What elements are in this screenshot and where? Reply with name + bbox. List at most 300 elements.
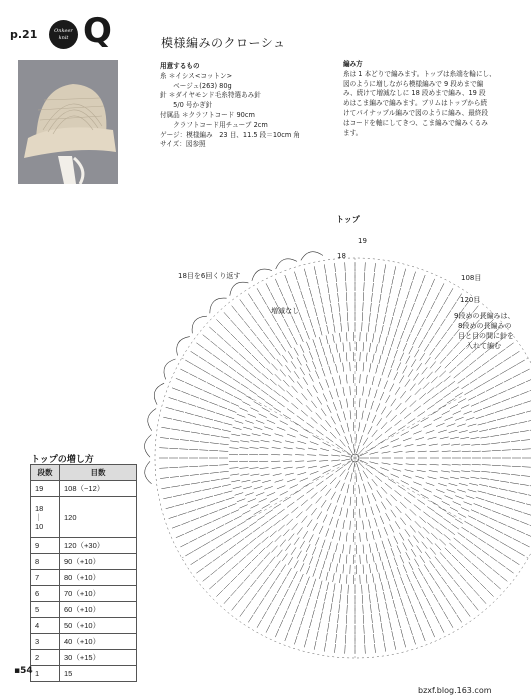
- stitch-mark: [461, 508, 469, 512]
- stitch-mark: [303, 586, 306, 594]
- stitch-mark: [247, 360, 254, 366]
- stitch-mark: [262, 480, 271, 482]
- stitch-mark: [262, 504, 270, 508]
- stitch-mark: [331, 304, 332, 313]
- stitch-mark: [404, 586, 407, 594]
- stitch-mark: [481, 471, 490, 472]
- stitch-mark: [216, 368, 224, 373]
- stitch-mark: [453, 411, 461, 415]
- stitch-mark: [403, 269, 405, 278]
- stitch-mark: [401, 577, 404, 585]
- stitch-mark: [316, 481, 323, 486]
- stitch-mark: [498, 562, 505, 567]
- stitch-mark: [282, 355, 287, 362]
- stitch-mark: [313, 329, 316, 338]
- stitch-mark: [272, 364, 278, 371]
- stitch-mark: [250, 448, 259, 449]
- stitch-mark: [272, 314, 277, 322]
- stitch-mark: [424, 577, 429, 585]
- stitch-mark: [340, 574, 341, 583]
- stitch-mark: [252, 355, 258, 361]
- stitch-mark: [339, 376, 341, 385]
- stitch-mark: [513, 374, 521, 378]
- stitch-mark: [327, 503, 331, 511]
- stitch-mark: [480, 514, 488, 518]
- stitch-mark: [441, 471, 450, 472]
- stitch-mark: [275, 348, 280, 355]
- stitch-mark: [405, 379, 410, 386]
- stitch-mark: [312, 547, 316, 555]
- stitch-mark: [283, 611, 287, 619]
- materials-line: 針 ＊ダイヤモンド毛糸特選あみ針: [160, 91, 261, 100]
- stitch-mark: [271, 616, 275, 624]
- stitch-mark: [300, 563, 304, 571]
- stitch-mark: [193, 491, 202, 493]
- stitch-mark: [195, 499, 204, 501]
- stitch-mark: [371, 507, 374, 516]
- stitch-mark: [337, 414, 340, 422]
- instructions-line: ます。: [343, 128, 363, 137]
- stitch-mark: [346, 615, 347, 624]
- stitch-mark: [427, 372, 433, 379]
- stitch-mark: [443, 518, 450, 523]
- stitch-mark: [264, 552, 270, 559]
- stitch-mark: [224, 491, 233, 493]
- stitch-mark: [217, 576, 224, 582]
- stitch-mark: [336, 467, 343, 472]
- stitch-mark: [445, 548, 451, 554]
- stitch-mark: [512, 466, 521, 467]
- stitch-mark: [321, 612, 323, 621]
- stitch-mark: [199, 357, 207, 362]
- stitch-mark: [347, 605, 348, 614]
- stitch-mark: [462, 464, 471, 465]
- stitch-mark: [331, 416, 336, 424]
- stitch-mark: [417, 580, 421, 588]
- stitch-mark: [332, 377, 334, 386]
- stitch-mark: [272, 448, 281, 449]
- stitch-mark: [370, 604, 371, 613]
- stitch-mark: [350, 497, 351, 506]
- stitch-mark: [230, 474, 239, 475]
- stitch-mark: [242, 480, 251, 482]
- stitch-mark: [191, 560, 199, 565]
- stitch-mark: [341, 323, 342, 332]
- stitch-mark: [449, 288, 454, 296]
- note-line: 入れて編む: [466, 342, 501, 350]
- stitch-mark: [173, 419, 182, 421]
- stitch-mark: [209, 583, 216, 589]
- stitch-mark: [406, 464, 415, 465]
- stitch-mark: [201, 434, 210, 435]
- stitch-mark: [309, 374, 313, 382]
- stitch-mark: [405, 529, 410, 536]
- stitch-mark: [315, 307, 317, 316]
- stitch-mark: [297, 381, 303, 388]
- stitch-mark: [436, 489, 444, 492]
- stitch-mark: [418, 378, 424, 385]
- stitch-mark: [277, 509, 284, 514]
- stitch-mark: [394, 372, 398, 380]
- stitch-mark: [453, 342, 459, 349]
- stitch-mark: [522, 449, 531, 450]
- stitch-mark: [464, 502, 472, 505]
- stitch-mark: [461, 444, 470, 445]
- stitch-mark: [333, 334, 335, 343]
- stitch-mark: [207, 503, 216, 506]
- badge-line-1: Onkeer: [54, 27, 73, 34]
- stitch-mark: [461, 471, 470, 472]
- stitch-mark: [426, 310, 430, 318]
- stitch-mark: [450, 507, 458, 511]
- stitch-mark: [493, 569, 500, 575]
- chart-top-label: トップ: [336, 215, 360, 224]
- table-row: [31, 586, 137, 602]
- stitch-mark: [417, 546, 422, 553]
- stitch-mark: [460, 437, 469, 439]
- stitch-mark: [409, 562, 413, 570]
- stitch-mark: [200, 514, 208, 517]
- stitch-mark: [450, 477, 459, 479]
- stitch-mark: [284, 448, 293, 449]
- row-number: 7: [31, 570, 60, 586]
- stitch-mark: [203, 576, 210, 582]
- stitch-mark: [183, 421, 192, 423]
- stitch-mark: [478, 491, 487, 493]
- stitch-mark: [267, 603, 272, 611]
- stitch-mark: [381, 284, 382, 293]
- stitch-mark: [335, 481, 340, 489]
- stitch-mark: [336, 344, 338, 353]
- stitch-mark: [369, 544, 371, 553]
- stitch-mark: [216, 500, 225, 503]
- stitch-mark: [306, 342, 310, 350]
- stitch-mark: [428, 437, 437, 439]
- stitch-mark: [458, 513, 466, 517]
- stitch-mark: [363, 302, 364, 311]
- stitch-mark: [345, 262, 346, 271]
- stitch-mark: [298, 626, 301, 635]
- stitch-mark: [309, 619, 311, 628]
- stitch-mark: [497, 496, 506, 498]
- stitch-mark: [392, 276, 394, 285]
- stitch-mark: [470, 477, 479, 479]
- stitch-count: 108（−12）: [60, 481, 137, 497]
- stitch-mark: [403, 343, 407, 351]
- stitch-mark: [396, 298, 398, 307]
- stitch-mark: [391, 439, 399, 443]
- materials-line: 付属品 ＊クラフトコード 90cm: [160, 110, 255, 119]
- stitch-mark: [310, 471, 319, 474]
- stitch-mark: [224, 340, 231, 346]
- header-stitches: 目数: [60, 465, 137, 481]
- stitch-mark: [240, 299, 245, 306]
- stitch-mark: [447, 350, 453, 357]
- stitch-mark: [395, 521, 400, 529]
- stitch-mark: [346, 575, 347, 584]
- stitch-mark: [492, 402, 500, 405]
- stitch-mark: [323, 305, 325, 314]
- stitch-mark: [427, 388, 434, 394]
- stitch-mark: [304, 639, 306, 648]
- table-row: [31, 634, 137, 650]
- stitch-mark: [410, 509, 417, 515]
- stitch-mark: [210, 443, 219, 444]
- stitch-mark: [170, 477, 179, 478]
- stitch-mark: [430, 573, 435, 581]
- stitch-mark: [386, 305, 388, 314]
- stitch-mark: [211, 435, 220, 436]
- note-line: 目と目の間に針を: [458, 332, 514, 340]
- stitch-mark: [394, 266, 396, 275]
- stitch-mark: [474, 504, 482, 507]
- stitch-mark: [283, 497, 291, 502]
- stitch-mark: [190, 474, 199, 475]
- stitch-mark: [307, 278, 309, 287]
- stitch-mark: [339, 353, 340, 362]
- stitch-mark: [249, 522, 257, 527]
- stitch-mark: [346, 555, 347, 564]
- stitch-mark: [261, 474, 270, 476]
- stitch-mark: [413, 272, 416, 281]
- note-line: 9段めの長編みは、: [454, 312, 515, 320]
- stitch-mark: [189, 538, 197, 542]
- stitch-mark: [351, 434, 353, 443]
- stitch-mark: [313, 523, 318, 531]
- stitch-mark: [469, 483, 478, 485]
- stitch-mark: [470, 379, 478, 384]
- stitch-mark: [312, 298, 314, 307]
- stitch-mark: [499, 426, 508, 428]
- stitch-mark: [345, 645, 346, 654]
- stitch-mark: [257, 337, 263, 344]
- stitch-mark: [232, 563, 239, 569]
- stitch-mark: [251, 504, 259, 508]
- pattern-title: 模様編みのクローシュ: [161, 36, 286, 50]
- stitch-mark: [261, 521, 268, 526]
- stitch-mark: [350, 521, 351, 530]
- stitch-mark: [369, 363, 371, 372]
- stitch-mark: [296, 512, 302, 518]
- stitch-mark: [280, 540, 286, 547]
- materials-line: ゲージ：模様編み 23 目、11.5 段＝10cm 角: [160, 130, 300, 139]
- stitch-mark: [471, 471, 480, 472]
- stitch-mark: [386, 602, 388, 611]
- stitch-mark: [329, 294, 330, 303]
- stitch-mark: [400, 555, 404, 563]
- stitch-mark: [368, 323, 369, 332]
- repeat-note: 18目を6回くり返す: [178, 272, 241, 280]
- stitch-mark: [306, 331, 309, 339]
- stitch-mark: [362, 585, 363, 594]
- stitch-mark: [294, 371, 299, 378]
- stitch-mark: [461, 405, 469, 409]
- stitch-mark: [195, 415, 204, 417]
- stitch-mark: [210, 472, 219, 473]
- stitch-mark: [426, 430, 435, 433]
- stitch-mark: [213, 518, 221, 522]
- stitch-mark: [231, 480, 240, 482]
- stitch-mark: [407, 574, 411, 582]
- stitch-mark: [405, 514, 411, 521]
- stitch-mark: [388, 296, 390, 305]
- stitch-mark: [395, 420, 402, 426]
- stitch-mark: [522, 369, 530, 373]
- stitch-mark: [262, 433, 271, 435]
- stitch-mark: [395, 490, 402, 496]
- stitch-mark: [271, 292, 275, 300]
- stitch-mark: [317, 397, 322, 405]
- stitch-mark: [382, 562, 384, 571]
- stitch-mark: [441, 444, 450, 445]
- stitch-mark: [189, 374, 197, 378]
- stitch-mark: [246, 516, 254, 521]
- stitch-mark: [421, 418, 429, 422]
- stitch-mark: [382, 346, 384, 355]
- stitch-mark: [257, 324, 262, 331]
- stitch-mark: [331, 603, 332, 612]
- stitch-mark: [360, 352, 361, 361]
- stitch-mark: [455, 519, 463, 524]
- stitch-mark: [465, 609, 470, 616]
- stitch-mark: [333, 573, 335, 582]
- stitch-mark: [473, 576, 479, 582]
- stitch-mark: [427, 288, 431, 296]
- stitch-mark: [213, 556, 220, 561]
- stitch-mark: [466, 496, 475, 499]
- stitch-mark: [257, 516, 265, 521]
- stitch-mark: [234, 396, 242, 400]
- stitch-mark: [440, 477, 449, 479]
- stitch-mark: [224, 312, 230, 319]
- stitch-mark: [316, 276, 318, 285]
- stitch-mark: [396, 403, 402, 410]
- stitch-mark: [476, 416, 485, 419]
- stitch-mark: [498, 391, 506, 395]
- stitch-mark: [403, 366, 407, 374]
- stitch-mark: [414, 559, 419, 567]
- stitch-mark: [200, 473, 209, 474]
- stitch-mark: [482, 360, 489, 365]
- stitch-mark: [413, 431, 421, 434]
- stitch-mark: [439, 306, 444, 314]
- stitch-mark: [252, 480, 261, 482]
- radial-guide: [182, 358, 355, 458]
- stitch-mark: [239, 505, 247, 509]
- stitch-mark: [330, 391, 333, 399]
- stitch-mark: [267, 420, 275, 424]
- brim-scallop: [154, 383, 164, 404]
- stitch-mark: [369, 594, 370, 603]
- stitch-mark: [166, 506, 175, 508]
- stitch-mark: [373, 574, 374, 583]
- stitch-mark: [490, 435, 499, 436]
- stitch-mark: [199, 450, 208, 451]
- stitch-mark: [345, 436, 349, 444]
- stitch-mark: [307, 598, 310, 607]
- stitch-mark: [181, 484, 190, 485]
- stitch-mark: [379, 552, 381, 561]
- stitch-mark: [373, 333, 374, 342]
- stitch-mark: [213, 395, 221, 399]
- stitch-mark: [474, 366, 481, 371]
- stitch-mark: [423, 382, 429, 388]
- stitch-mark: [169, 397, 178, 400]
- stitch-mark: [449, 430, 458, 432]
- stitch-mark: [265, 402, 273, 407]
- stitch-mark: [198, 378, 206, 382]
- stitch-mark: [384, 592, 386, 601]
- stitch-mark: [390, 384, 394, 392]
- stitch-mark: [462, 451, 471, 452]
- stitch-mark: [251, 580, 257, 587]
- row-number: 19: [31, 481, 60, 497]
- stitch-mark: [400, 310, 403, 319]
- stitch-mark: [296, 467, 305, 469]
- stitch-mark: [294, 560, 298, 568]
- stitch-mark: [417, 363, 422, 370]
- row-number: 2: [31, 650, 60, 666]
- stitch-mark: [400, 502, 406, 508]
- stitch-mark: [459, 483, 468, 485]
- stitch-mark: [360, 533, 361, 542]
- stitch-mark: [411, 583, 415, 591]
- stitch-mark: [445, 496, 453, 500]
- stitch-mark: [375, 583, 376, 592]
- stitch-mark: [480, 399, 488, 403]
- stitch-mark: [366, 575, 367, 584]
- stitch-mark: [254, 606, 259, 614]
- stitch-mark: [225, 392, 233, 396]
- stitch-mark: [392, 631, 394, 640]
- stitch-mark: [332, 593, 333, 602]
- brim-scallop: [177, 337, 190, 356]
- stitch-mark: [403, 543, 407, 551]
- stitch-mark: [273, 474, 282, 476]
- stitch-mark: [248, 414, 256, 417]
- stitch-mark: [180, 369, 188, 373]
- stitch-mark: [395, 387, 400, 395]
- stitch-mark: [249, 390, 257, 395]
- stitch-mark: [288, 601, 292, 609]
- stitch-mark: [254, 427, 263, 430]
- stitch-mark: [241, 384, 249, 389]
- stitch-mark: [240, 609, 245, 616]
- stitch-mark: [388, 369, 391, 377]
- stitch-mark: [350, 410, 351, 419]
- stitch-mark: [440, 552, 446, 559]
- stitch-mark: [343, 343, 344, 352]
- stitch-mark: [326, 528, 329, 536]
- stitch-mark: [514, 404, 523, 407]
- instructions-line: み、続けて増減なしに 18 段めまで編み、19 段: [343, 89, 486, 98]
- stitch-mark: [381, 422, 387, 429]
- stitch-mark: [318, 621, 320, 630]
- stitch-mark: [364, 282, 365, 291]
- stitch-mark: [313, 385, 318, 393]
- stitch-mark: [323, 347, 326, 356]
- stitch-mark: [403, 565, 407, 573]
- stitch-mark: [385, 357, 388, 366]
- stitch-mark: [336, 389, 338, 398]
- stitch-mark: [415, 521, 421, 528]
- stitch-mark: [293, 490, 301, 495]
- stitch-mark: [296, 605, 299, 613]
- stitch-mark: [283, 529, 289, 536]
- stitch-mark: [414, 406, 421, 412]
- stitch-mark: [366, 353, 367, 362]
- stitch-mark: [262, 373, 269, 379]
